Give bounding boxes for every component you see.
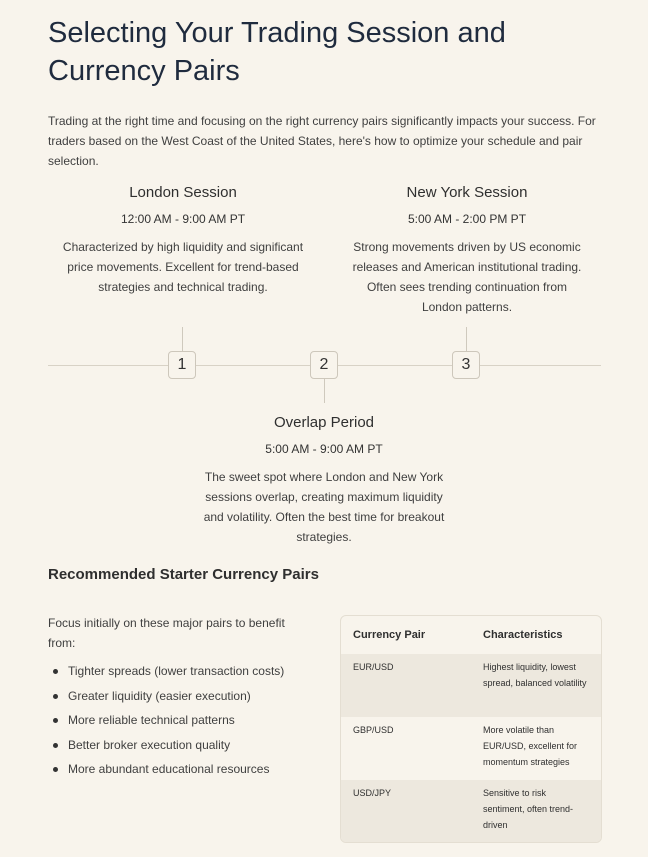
table-row — [341, 654, 601, 717]
pairs-section-heading: Recommended Starter Currency Pairs — [48, 566, 319, 583]
currency-pairs-table — [340, 615, 602, 843]
timeline-connector-2 — [324, 379, 325, 403]
overlap-period-time: 5:00 AM - 9:00 AM PT — [265, 442, 383, 456]
timeline-marker-3: 3 — [452, 351, 480, 379]
benefit-text: Tighter spreads (lower transaction costs) — [68, 664, 285, 678]
timeline-marker-2: 2 — [310, 351, 338, 379]
intro-paragraph: Trading at the right time and focusing on the right currency pairs significantly impacts your success. For traders based on the West Coast of the United States, here's how to optimize your schedule and pair selection. — [48, 114, 596, 168]
london-session-description: Characterized by high liquidity and significant price movements. Excellent for trend-based strategies and technical trading. — [62, 240, 304, 294]
newyork-session-card — [346, 183, 588, 317]
bullet-icon — [53, 767, 58, 772]
pair-cell: EUR/USD — [341, 654, 471, 717]
timeline-marker-1: 1 — [168, 351, 196, 379]
overlap-period-description: The sweet spot where London and New York sessions overlap, creating maximum liquidity and volatility. Often the best time for breakout strategies. — [203, 470, 445, 544]
timeline-connector-1 — [182, 327, 183, 351]
list-item — [48, 761, 338, 777]
timeline-connector-3 — [466, 327, 467, 351]
page-title: Selecting Your Trading Session and Currency Pairs — [48, 17, 506, 87]
bullet-icon — [53, 743, 58, 748]
pair-cell: GBP/USD — [353, 725, 394, 735]
london-session-title: London Session — [129, 184, 237, 201]
bullet-icon — [53, 718, 58, 723]
characteristics-cell: More volatile than EUR/USD, excellent for momentum strategies — [483, 725, 578, 767]
column-header-pair: Currency Pair — [353, 629, 426, 641]
benefit-text: Greater liquidity (easier execution) — [68, 688, 251, 703]
bullet-icon — [53, 669, 58, 674]
pairs-focus-text: Focus initially on these major pairs to benefit from: — [48, 616, 285, 650]
overlap-period-title: Overlap Period — [273, 414, 375, 431]
london-session-time: 12:00 AM - 9:00 AM PT — [120, 212, 246, 226]
newyork-session-time: 5:00 AM - 2:00 PM PT — [407, 212, 527, 226]
benefit-text: More abundant educational resources — [68, 762, 270, 776]
column-header-characteristics: Characteristics — [483, 629, 563, 641]
characteristics-cell: Sensitive to risk sentiment, often trend-driven — [471, 780, 601, 843]
benefits-list — [48, 663, 338, 786]
list-item — [48, 737, 338, 753]
characteristics-cell: Highest liquidity, lowest spread, balanced volatility — [471, 654, 601, 717]
newyork-session-description: Strong movements driven by US economic releases and American institutional trading. Often sees trending continuation from London patterns. — [352, 240, 582, 314]
pair-cell: USD/JPY — [341, 780, 471, 843]
benefit-text: More reliable technical patterns — [68, 713, 235, 727]
list-item — [48, 712, 338, 728]
table-row — [341, 717, 601, 780]
list-item — [48, 663, 338, 679]
table-header-row — [341, 616, 601, 654]
bullet-icon — [53, 694, 58, 699]
benefit-text: Better broker execution quality — [68, 737, 231, 752]
table-row — [341, 780, 601, 843]
london-session-card — [58, 183, 308, 297]
newyork-session-title: New York Session — [406, 184, 528, 201]
list-item — [48, 688, 338, 704]
overlap-period-card — [198, 413, 450, 547]
